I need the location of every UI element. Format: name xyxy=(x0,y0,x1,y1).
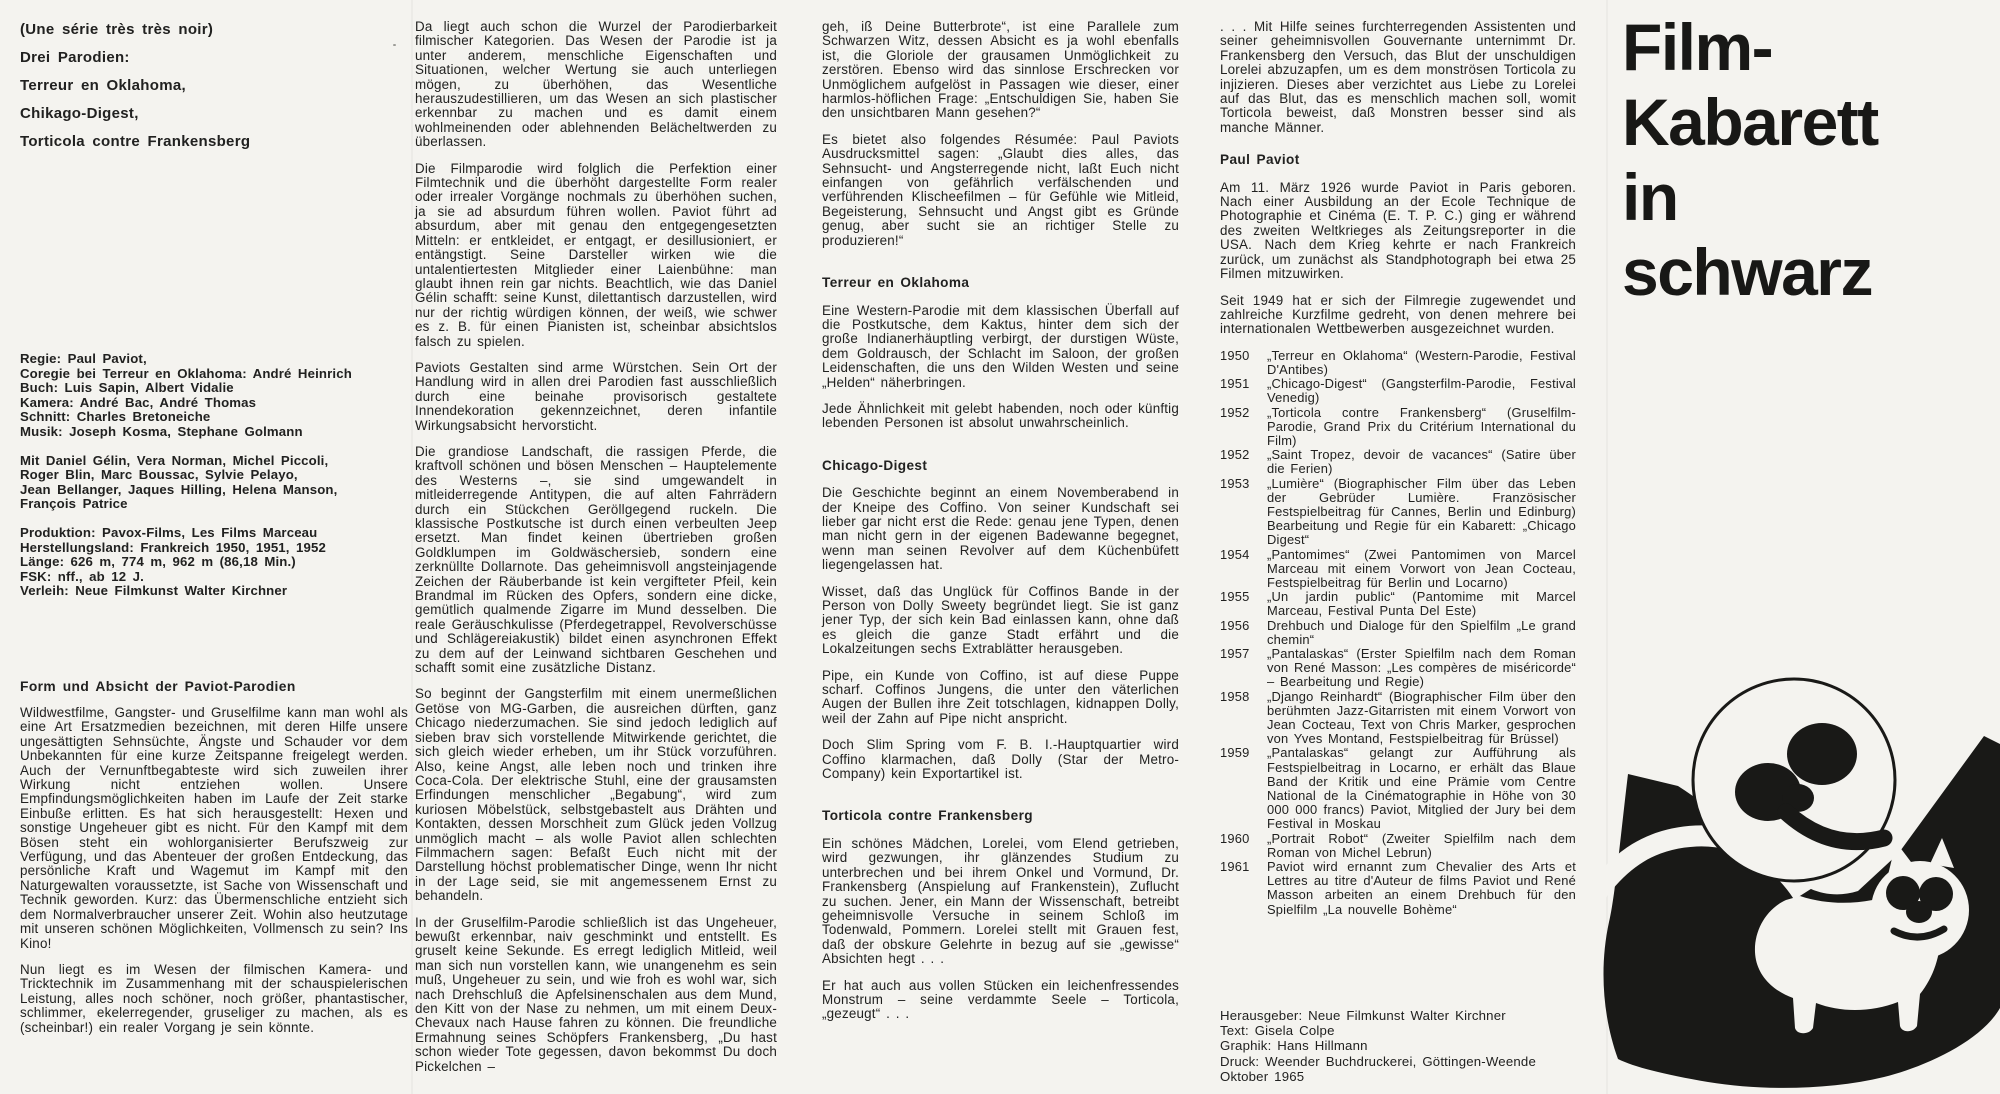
filmography-entry xyxy=(1220,406,1576,449)
fold-crease-left xyxy=(411,0,413,1094)
section-heading-form-und-absicht: Form und Absicht der Paviot-Parodien xyxy=(20,679,296,694)
paragraph: Die grandiose Landschaft, die rassigen Pferde, die kraftvoll schönen und bösen Menschen – Hauptelemente des Westerns –, sie sind umgewandelt in mitleiderregende Antitypen, die auf alten Fahrrädern durch ein Stückchen Geröllgegend ruckeln. Die klassische Postkutsche ist durch einen verbeulten Jeep ersetzt. Man findet keinen übertrieben großen Goldklumpen im Goldwäschersieb, sondern eine zerknüllte Dollarnote. Das geheimnisvoll angsteinjagende Zeichen der Räuberbande ist kein vergifteter Pfeil, kein Brandmal im Rücken des Opfers, sondern eine dicke, gemütlich qualmende Zigarre im Mund desselben. Die reale Geräuschkulisse (Pferdegetrappel, Revolverschüsse und Schlägereiakustik) bildet einen asynchronen Effekt zu dem auf der Leinwand sichtbaren Geschehen und schafft somit eine zusätzliche Distanz. xyxy=(415,443,777,676)
filmography-year: 1953 xyxy=(1220,475,1250,491)
production-line: Verleih: Neue Filmkunst Walter Kirchner xyxy=(20,583,288,599)
filmography-entry xyxy=(1220,860,1576,917)
filmography-year: 1955 xyxy=(1220,589,1250,605)
paragraph: Wisset, daß das Unglück für Coffinos Bande in der Person von Dolly Sweety begründet liegt. Sie ist ganz jener Typ, der sich kein Bad einlassen kann, ohne daß es gleich die ganze Stadt erfährt und die Lokalzeitungen sechs Extrablätter herausgeben. xyxy=(822,583,1179,657)
filmography-year: 1950 xyxy=(1220,347,1250,363)
column-4 xyxy=(1220,19,1576,1084)
filmography-text: „Pantomimes“ (Zwei Pantomimen von Marcel Marceau mit einem Vorwort von Jean Cocteau, Festspielbeitrag für Berlin und Locarno) xyxy=(1267,546,1576,590)
colophon xyxy=(1220,1008,1576,1084)
paragraph: geh, iß Deine Butterbrote“, ist eine Parallele zum Schwarzen Witz, dessen Absicht es ja wohl ebenfalls ist, die Gloriole der grausamen Unmöglichkeit zu zerstören. Ebenso wird das sinnlose Erschrecken vor Unmöglichem aufgelöst in Passagen wie dieser, einer harmlos-höflichen Frage: „Entschuldigen Sie, haben Sie den unsichtbaren Mann gesehen?“ xyxy=(822,19,1179,121)
cast-line: François Patrice xyxy=(20,496,128,512)
paragraph: Seit 1949 hat er sich der Filmregie zugewendet und zahlreiche Kurzfilme gedreht, von denen mehrere bei internationalen Wettbewerben ausgezeichnet wurden. xyxy=(1220,292,1576,337)
column-1-body xyxy=(20,706,408,1035)
parody-title-chikago: Chikago-Digest, xyxy=(20,105,139,122)
filmography-text: Paviot wird ernannt zum Chevalier des Arts et Lettres au titre d'Auteur de films Paviot und René Masson arbeiten an einem Drehbuch für den Spielfilm „La nouvelle Bohème“ xyxy=(1267,859,1576,917)
colophon-printer: Druck: Weender Buchdruckerei, Göttingen-Weende xyxy=(1220,1053,1536,1069)
credit-coregie: Coregie bei Terreur en Oklahoma: André Heinrich xyxy=(20,365,352,381)
filmography-entry xyxy=(1220,349,1576,377)
credit-buch: Buch: Luis Sapin, Albert Vidalie xyxy=(20,380,234,396)
paragraph: Eine Western-Parodie mit dem klassischen Überfall auf die Postkutsche, dem Kaktus, hinter dem sich der große Indianerhäuptling verbirgt, der durstigen Wüste, dem Goldrausch, der Schlacht im Saloon, der großen Leidenschaften, die uns den Wilden Westen und seine „Helden“ näherbringen. xyxy=(822,302,1179,390)
cast-line: Jean Bellanger, Jaques Hilling, Helena Manson, xyxy=(20,481,338,497)
paragraph: Wildwestfilme, Gangster- und Gruselfilme kann man wohl als eine Art Ersatzmedien bezeichnen, mit deren Hilfe unsere ungesättigten Sehnsüchte, Ängste und Schauder vor dem Unbekannten für eine kurze Zeitspanne freigelegt werden. Auch der Vernunftbegabteste wird sich zuweilen ihrer Wirkung nicht entziehen wollen. Unsere Empfindungsmöglichkeiten haben im Laufe der Zeit starke Einbuße erlitten. Es hat sich herausgestellt: Hexen und sonstige Ungeheuer gibt es nicht. Für den Kampf mit dem Bösen steht ein wohlorganisierter Berufszweig zur Verfügung, und das Abenteuer der großen Entdeckung, das persönliche Kraft und Wagemut im Kampf mit den Naturgewalten voraussetzte, ist Sache von Wissenschaft und Technik geworden. Kurz: das Übermenschliche entzieht sich dem Normalverbraucher unserer Zeit. Wohin also heutzutage mit unseren schönen Möglichkeiten, Vollmensch zu sein? Ins Kino! xyxy=(20,705,408,951)
filmography-entry xyxy=(1220,647,1576,690)
paragraph: Er hat auch aus vollen Stücken ein leichenfressendes Monstrum – seine verdammte Seele – Torticola, „gezeugt“ . . . xyxy=(822,977,1179,1022)
filmography-year: 1952 xyxy=(1220,447,1250,463)
filmography-text: „Un jardin public“ (Pantomime mit Marcel Marceau, Festival Punta Del Este) xyxy=(1267,589,1576,619)
paragraph: Es bietet also folgendes Résumée: Paul Paviots Ausdrucksmittel sagen: „Glaubt dies alles, das Sehnsucht- und Angsterregende nicht, laßt Euch nicht einfangen von gefährlich verfälschenden und verführenden Klischeefilmen – für Gefühle wie Mitleid, Begeisterung, Sehnsucht und Angst gibt es Gründe genug, aber sucht sie an richtiger Stelle zu produzieren!“ xyxy=(822,131,1179,248)
filmography-year: 1952 xyxy=(1220,404,1250,420)
filmography-entry xyxy=(1220,477,1576,548)
figure-eye-right xyxy=(1787,723,1857,785)
credit-schnitt: Schnitt: Charles Bretoneiche xyxy=(20,409,211,425)
cat-nose xyxy=(1906,901,1932,923)
credit-musik: Musik: Joseph Kosma, Stephane Golmann xyxy=(20,423,303,439)
paragraph: Die Geschichte beginnt an einem Novemberabend in der Kneipe des Coffino. Von seiner Kundschaft sei lieber gar nicht erst die Rede: genau jene Typen, denen man nicht gern in der eigenen Badewanne begegnet, wenn man seinen Revolver auf dem Küchenbüfett liegengelassen hat. xyxy=(822,485,1179,573)
bio-heading-paul-paviot: Paul Paviot xyxy=(1220,152,1300,168)
filmography-year: 1954 xyxy=(1220,546,1250,562)
colophon-publisher: Herausgeber: Neue Filmkunst Walter Kirchner xyxy=(1220,1008,1506,1023)
filmography-year: 1957 xyxy=(1220,645,1250,661)
filmography-entry xyxy=(1220,690,1576,747)
column-3 xyxy=(822,20,1179,1022)
credits-block xyxy=(20,352,408,599)
filmography-entry xyxy=(1220,548,1576,591)
cast-line: Roger Blin, Marc Boussac, Sylvie Pelayo, xyxy=(20,467,298,483)
parody-title-torticola: Torticola contre Frankensberg xyxy=(20,133,251,150)
filmography-year: 1959 xyxy=(1220,745,1250,761)
paragraph: In der Gruselfilm-Parodie schließlich ist das Ungeheuer, bewußt erkennbar, naiv geschminkt und entstellt. Es gruselt keine Sekunde. Es erregt lediglich Mitleid, weil man sich nun vorstellen kann, wie unangenehm es sein muß, Ungeheuer zu sein, und wie froh es wohl war, sich nach Drehschluß die Apfelsinenschalen aus dem Mund, den Kitt von der Nase zu nehmen, um mit einem Deux-Chevaux nach Hause fahren zu können. Die freundliche Ermahnung seines Schöpfers Frankensberg, „Du hast schon wieder Tote gegessen, davon bekommst Du doch Pickelchen – xyxy=(415,914,777,1074)
filmography-text: Drehbuch und Dialoge für den Spielfilm „Le grand chemin“ xyxy=(1267,617,1576,647)
production-line: Länge: 626 m, 774 m, 962 m (86,18 Min.) xyxy=(20,554,296,570)
title-line: in xyxy=(1622,160,1678,234)
title-line: Film- xyxy=(1622,10,1773,84)
credit-kamera: Kamera: André Bac, André Thomas xyxy=(20,394,257,410)
filmography-year: 1960 xyxy=(1220,830,1250,846)
film-heading-torticola: Torticola contre Frankensberg xyxy=(822,808,1033,824)
filmography-text: „Saint Tropez, devoir de vacances“ (Satire über die Ferien) xyxy=(1267,447,1576,477)
paragraph: Die Filmparodie wird folglich die Perfektion einer Filmtechnik und die überhöht dargestellte Form realer oder irrealer Vorgänge nochmals zu überhöhen suchen, ja sie ad absurdum führen wollen. Paviot führt ad absurdum, aber mit genau den entgegengesetzten Mitteln: er entkleidet, er entgagt, er desillusioniert, er entängstigt. Seine Darsteller wirken wie die untalentiertesten Mitglieder einer Laienbühne: man glaubt ihnen rein gar nichts. Beachtlich, wie das Daniel Gélin schafft: seine Kunst, dilettantisch darzustellen, wird nur der richtig würdigen können, der weiß, wie schwer es z. B. für einen Pianisten ist, scheinbar absichtslos falsch zu spielen. xyxy=(415,160,777,349)
credit-regie: Regie: Paul Paviot, xyxy=(20,351,147,366)
series-note: (Une série très très noir) xyxy=(20,21,214,38)
filmography-entry xyxy=(1220,746,1576,831)
series-header xyxy=(20,22,408,162)
filmography-text: „Terreur en Oklahoma“ (Western-Parodie, Festival D'Antibes) xyxy=(1267,347,1576,377)
paragraph: Da liegt auch schon die Wurzel der Parodierbarkeit filmischer Kategorien. Das Wesen der Parodie ist ja unter anderem, menschliche Eigenschaften und Situationen, welcher Wertung sie auch unterliegen mögen, zu überhöhen, das Wesentliche herauszudestillieren, um das Wesen an sich plastischer erkennbar zu machen und es damit einem wohlmeinenden oder ablehnenden Belächeltwerden zu überlassen. xyxy=(415,19,777,150)
column-2 xyxy=(415,20,777,1074)
filmography-text: „Lumière“ (Biographischer Film über das Leben der Gebrüder Lumière. Französischer Festspielbeitrag für Cannes, Berlin und Edinburg) Bearbeitung und Regie für ein Kabarett: „Chicago Digest“ xyxy=(1267,475,1576,548)
paragraph: Ein schönes Mädchen, Lorelei, vom Elend getrieben, wird gezwungen, ihr glänzendes Studium zu unterbrechen und bei ihrem Onkel und Vormund, Dr. Frankensberg (Anspielung auf Frankenstein), Zuflucht zu suchen. Jener, ein Mann der Wissenschaft, betreibt geheimnisvolle Versuche in seinem Schloß im Todenwald, Pommern. Lorelei stellt mit Grauen fest, daß der obskure Gelehrte in bezug auf sie „gewisse“ Absichten hegt . . . xyxy=(822,835,1179,967)
filmography-entry xyxy=(1220,832,1576,860)
filmography-year: 1951 xyxy=(1220,376,1250,392)
parody-title-terreur: Terreur en Oklahoma, xyxy=(20,77,186,94)
paragraph: Jede Ähnlichkeit mit gelebt habenden, noch oder künftig lebenden Personen ist absolut unwahrscheinlich. xyxy=(822,400,1179,431)
filmography-text: „Portrait Robot“ (Zweiter Spielfilm nach dem Roman von Michel Lebrun) xyxy=(1267,830,1576,860)
paragraph: . . . Mit Hilfe seines furchterregenden Assistenten und seiner geheimnisvollen Gouvernante unternimmt Dr. Frankensberg den Versuch, das Blut der unschuldigen Lorelei abzuzapfen, um es dem monströsen Torticola zu injizieren. Dieses aber verzichtet aus Liebe zu Lorelei auf das Blut, das es menschlich machen soll, womit Torticola beweist, daß Monstren besser sind als manche Männer. xyxy=(1220,19,1576,135)
paragraph: Paviots Gestalten sind arme Würstchen. Sein Ort der Handlung wird in allen drei Parodien fast ausschließlich durch eine beinahe provisorisch gestaltete Innendekoration gekennzeichnet, deren infantile Wirkungsabsicht hervorsticht. xyxy=(415,359,777,433)
paragraph: Doch Slim Spring vom F. B. I.-Hauptquartier wird Coffino klarmachen, daß Dolly (Star der Metro-Company) kein Exportartikel ist. xyxy=(822,737,1179,782)
filmography-text: „Torticola contre Frankensberg“ (Gruselfilm-Parodie, Grand Prix du Critérium International du Film) xyxy=(1267,404,1576,448)
filmography-year: 1956 xyxy=(1220,617,1250,633)
filmography-entry xyxy=(1220,448,1576,476)
cast-line: Mit Daniel Gélin, Vera Norman, Michel Piccoli, xyxy=(20,452,329,468)
production-line: Herstellungsland: Frankreich 1950, 1951, 1952 xyxy=(20,539,326,555)
filmography-text: „Pantalaskas“ gelangt zur Aufführung als Festspielbeitrag in Locarno, er erhält das Blaue Band der Kritik und eine Prämie vom Centre National de la Cinématographie in Höhe von 30 000 000 francs) Paviot, Mitglied der Jury bei dem Festival in Moskau xyxy=(1267,745,1576,832)
filmography-entry xyxy=(1220,377,1576,405)
filmography-text: „Django Reinhardt“ (Biographischer Film über den berühmten Jazz-Gitarristen mit einem Vorwort von Jean Cocteau, Text von Chris Marker, gesprochen von Yves Montand, Festspielbeitrag für Brüssel) xyxy=(1267,688,1576,747)
colophon-graphic-credit: Graphik: Hans Hillmann xyxy=(1220,1038,1368,1054)
cat-and-figure-illustration xyxy=(1590,650,2000,1094)
paragraph: Am 11. März 1926 wurde Paviot in Paris geboren. Nach einer Ausbildung an der Ecole Technique de Photographie et Cinéma (E. T. P. C.) ging er während des zweiten Weltkrieges als Zeitungsreporter in die USA. Nach dem Krieg kehrte er nach Frankreich zurück, um zunächst als Standphotograph bei etwa 25 Filmen mitzuwirken. xyxy=(1220,179,1576,282)
colophon-date: Oktober 1965 xyxy=(1220,1068,1305,1084)
filmography-year: 1961 xyxy=(1220,859,1250,875)
filmography-entry xyxy=(1220,619,1576,647)
title-line: Kabarett xyxy=(1622,85,1878,159)
film-heading-terreur: Terreur en Oklahoma xyxy=(822,275,970,291)
filmography-list xyxy=(1220,349,1576,917)
production-line: Produktion: Pavox-Films, Les Films Marceau xyxy=(20,524,318,540)
film-heading-chicago: Chicago-Digest xyxy=(822,457,928,473)
paragraph: Nun liegt es im Wesen der filmischen Kamera- und Tricktechnik im Zusammenhang mit der schauspielerischen Leistung, alles noch schöner, noch größer, phantastischer, schlimmer, ekelerregender, gruseliger zu machen, als es (scheinbar!) ein realer Vorgang je sein könnte. xyxy=(20,961,408,1035)
parody-list-title: Drei Parodien: xyxy=(20,49,130,66)
filmography-text: „Pantalaskas“ (Erster Spielfilm nach dem Roman von René Masson: „Les compères de miséricorde“ – Bearbeitung und Regie) xyxy=(1267,645,1576,690)
title-line: schwarz xyxy=(1622,235,1872,309)
filmography-entry xyxy=(1220,590,1576,618)
colophon-text-credit: Text: Gisela Colpe xyxy=(1220,1023,1335,1039)
filmography-text: „Chicago-Digest“ (Gangsterfilm-Parodie, Festival Venedig) xyxy=(1267,376,1576,406)
leaflet-title xyxy=(1622,10,1878,310)
production-line: FSK: nff., ab 12 J. xyxy=(20,568,144,584)
paragraph: Pipe, ein Kunde von Coffino, ist auf diese Puppe scharf. Coffinos Jungens, die unter den väterlichen Augen der Bullen ihre Zeit totschlagen, kidnappen Dolly, weil der Zahn auf Pipe nicht anspricht. xyxy=(822,667,1179,726)
filmography-year: 1958 xyxy=(1220,688,1250,704)
paragraph: So beginnt der Gangsterfilm mit einem unermeßlichen Getöse von MG-Garben, die ausreichen dürften, ganz Chicago niederzumachen. Sie sind jedoch lediglich auf sieben brav sich vorstellende Mitwirkende gerichtet, die sich gleich wieder erheben, um ihr Stück vorzuführen. Also, keine Angst, alle leben noch und trinken ihre Coca-Cola. Der elektrische Stuhl, eine der grausamsten Erfindungen menschlicher „Begabung“, wird zum kuriosen Möbelstück, selbstgebastelt aus Drähten und Kontakten, dessen Morschheit zum Glück jeden Vollzug unmöglich macht – als wolle Paviot allen schlechten Filmmachern sagen: Befaßt Euch nicht mit der Darstellung höchst problematischer Dinge, wenn Ihr nicht in der Lage seid, sie mit angemessenem Ernst zu behandeln. xyxy=(415,686,777,904)
